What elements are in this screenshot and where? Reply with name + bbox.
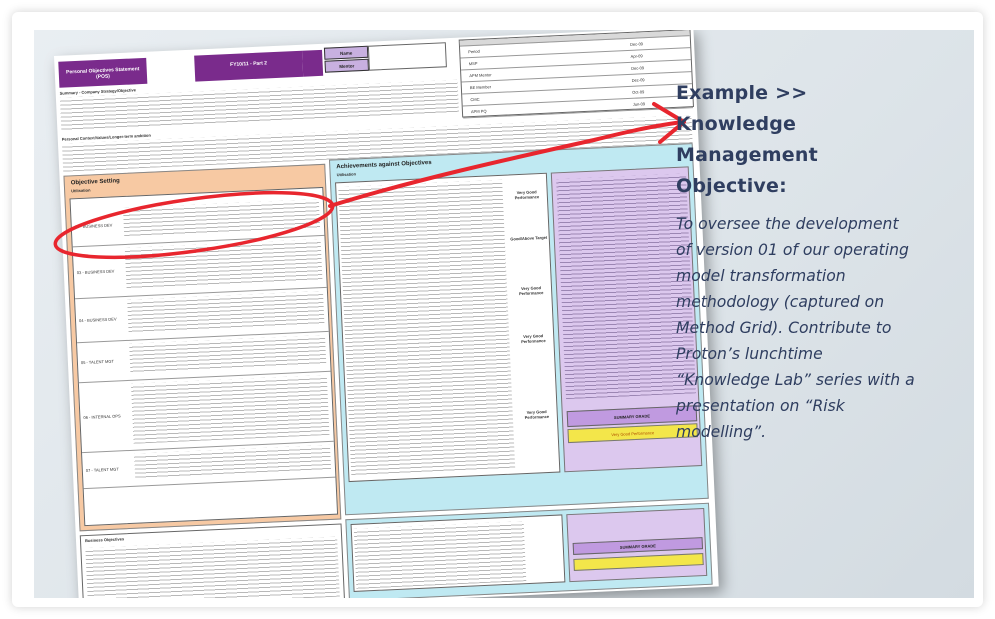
objective-setting-title: Objective Setting [70,178,120,187]
annotation-body: To oversee the development of version 01 of our operating model transformation methodology (captured on Method Grid). Contribute to Proton’s lunchtime “Knowledge Lab” series with a presentation on “Risk modelling”. [676,215,915,441]
annotation-heading-1: Example >> [676,82,808,104]
objective-code: 03 - BUSINESS DEV [76,268,115,276]
objective-code: 02 - BUSINESS DEV [74,222,113,230]
objective-utilisation-label: Utilisation [71,187,91,194]
mentor-label: Mentor [339,63,355,70]
dates-row-date: Dec-09 [631,65,645,71]
achievements-title: Achievements against Objectives [336,159,432,171]
assessment-cell: Very Good Performance [521,333,546,344]
annotation-heading-2: Knowledge [676,113,797,135]
annotation-panel [676,78,916,445]
document-title: Personal Objectives Statement (POS) [65,66,140,81]
arrow-shaft [330,122,682,206]
highlight-ellipse [52,180,337,270]
dates-row-date: Oct-09 [632,89,645,95]
achievements-utilisation-label: Utilisation [336,171,357,178]
objective-code: 07 - TALENT MGT [85,466,119,473]
objective-code: 05 - TALENT MGT [80,358,114,366]
dates-row-date: Jun-09 [632,101,646,107]
name-label: Name [339,50,353,57]
dates-row-label: APM PQ [470,108,487,115]
objective-code: 06 - INTERNAL OPS [83,413,121,421]
objective-code: 04 - BUSINESS DEV [78,316,117,324]
assessment-cell: Very Good Performance [518,285,544,296]
dates-row-label: MSP [468,60,478,67]
summary-grade-value: Very Good Performance [567,423,698,443]
personal-context-label: Personal Context/Values/Longer-term ambition [61,132,151,142]
assessment-cell: Good/Above Target [510,234,548,242]
annotation-heading-4: Objective: [676,175,787,197]
dates-row-date: Dec-09 [629,41,644,47]
document-period: FY10/11 - Part 2 [229,60,268,69]
business-grade-label: SUMMARY GRADE [573,537,703,555]
business-objectives-title: Business Objectives [84,536,125,544]
summary-label: Summary - Company Strategy/Objective [59,87,136,96]
summary-grade-label: SUMMARY GRADE [567,405,698,427]
dates-row-label: APM Mentor [469,72,492,79]
dates-row-label: BE Member [469,84,492,91]
dates-row-date: Dec-09 [631,77,645,83]
assessment-cell: Very Good Performance [524,409,550,420]
dates-row-label: Period [468,48,480,55]
dates-row-label: CMC [470,96,480,103]
assessment-cell: Very Good Performance [514,189,540,200]
dates-row-date: Apr-09 [630,53,643,59]
annotation-heading-3: Management [676,144,818,166]
